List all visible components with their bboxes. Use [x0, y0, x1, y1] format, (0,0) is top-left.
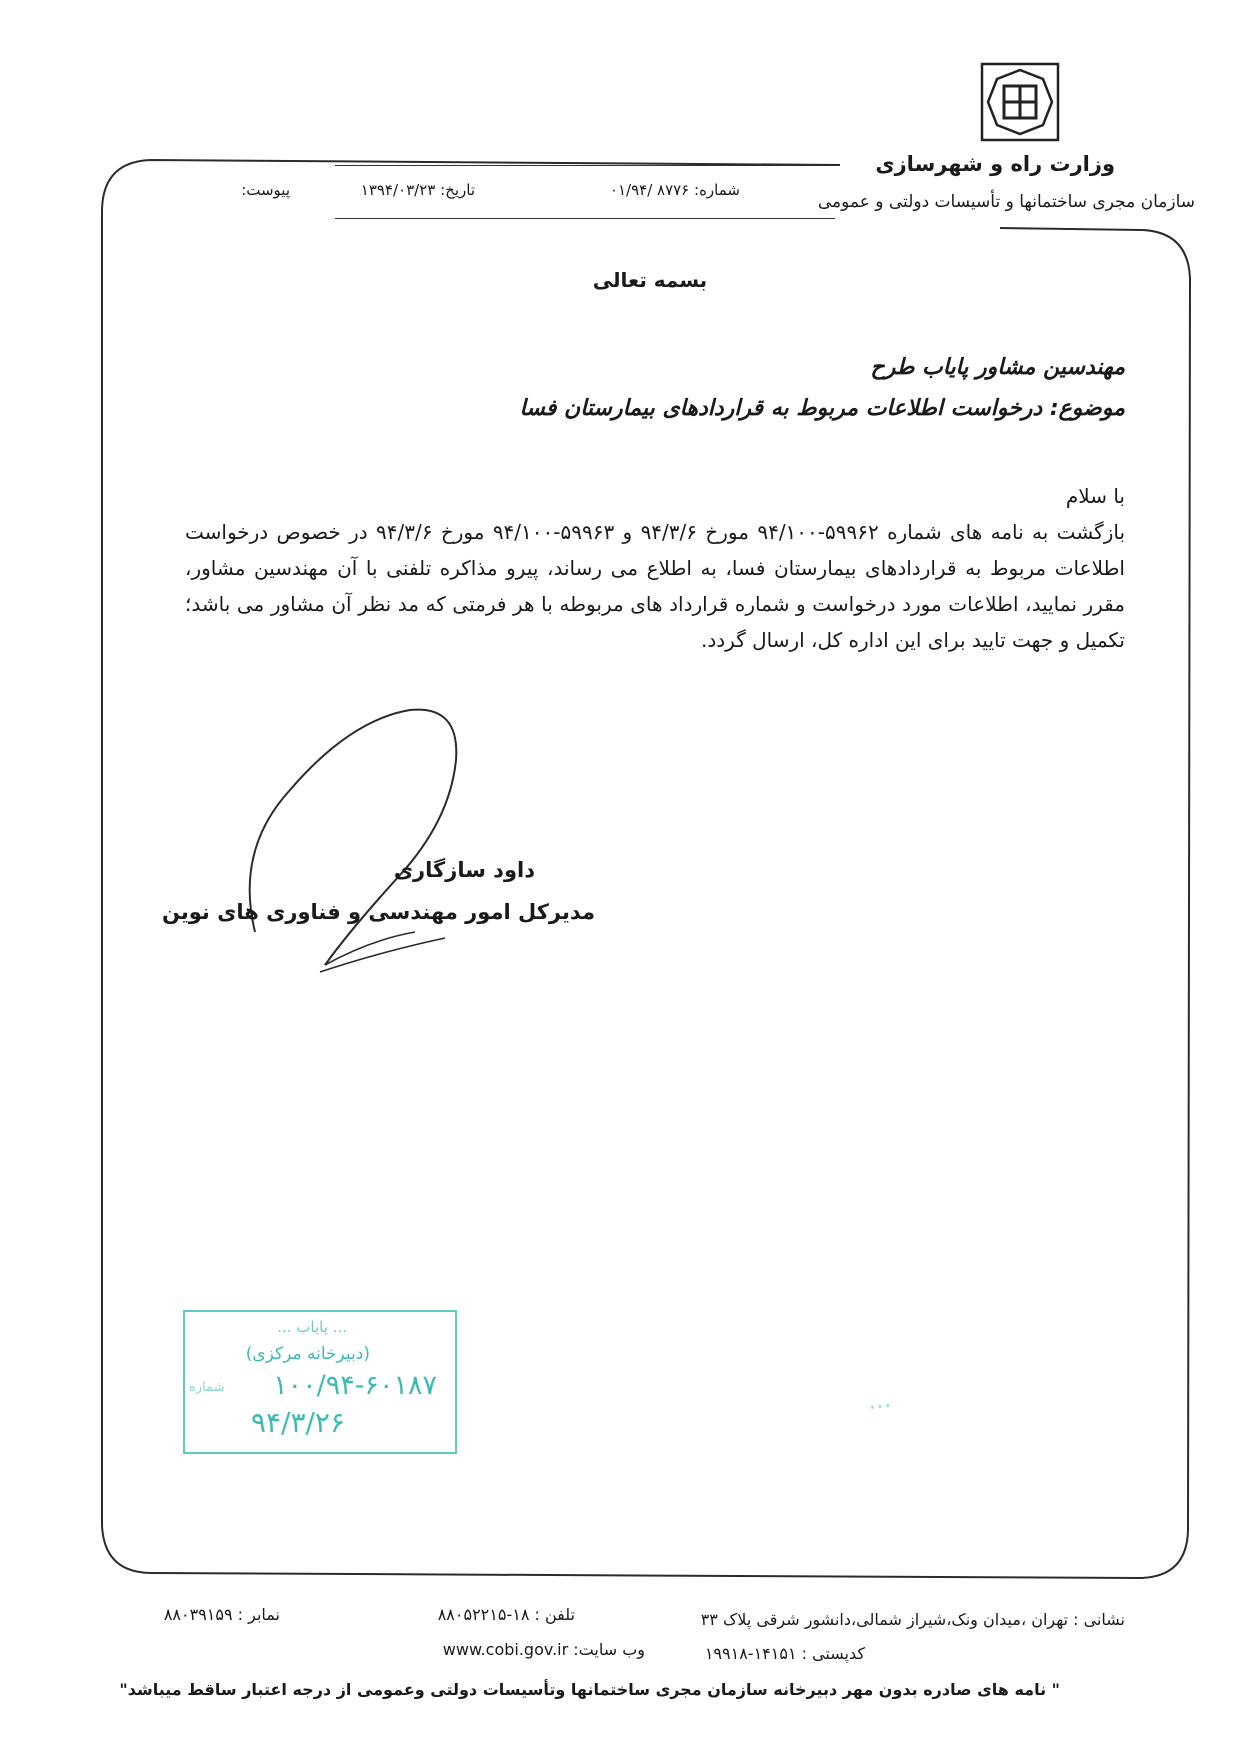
letter-date: تاریخ: ۱۳۹۴/۰۳/۲۳	[360, 181, 475, 199]
footer-website: وب سایت: www.cobi.gov.ir	[442, 1640, 645, 1659]
footer-phone: تلفن : ۱۸-۸۸۰۵۲۲۱۵	[437, 1605, 575, 1624]
receipt-stamp	[183, 1310, 457, 1454]
stamp-company: ... پایاب ...	[277, 1318, 347, 1336]
letter-body	[185, 478, 1125, 658]
body-paragraph: بازگشت به نامه های شماره ۵۹۹۶۲-۹۴/۱۰۰ مورخ ۹۴/۳/۶ و ۵۹۹۶۳-۹۴/۱۰۰ مورخ ۹۴/۳/۶ در خصوص درخواست اطلاعات مربوط به قراردادهای بیمارستان فسا، به اطلاع می رساند، پیرو مذاکره تلفنی با آن مهندسین مشاور، مقرر نمایید، اطلاعات مورد درخواست و شماره قرارداد های مربوطه با هر فرمتی که مد نظر آن مشاور می باشد؛ تکمیل و جهت تایید برای این اداره کل، ارسال گردد.	[185, 520, 1126, 652]
ministry-name: وزارت راه و شهرسازی	[875, 152, 1115, 176]
organization-name: سازمان مجری ساختمانها و تأسیسات دولتی و عمومی	[817, 192, 1195, 212]
footer-address: نشانی : تهران ،میدان ونک،شیراز شمالی،دانشور شرقی پلاک ۳۳	[700, 1610, 1125, 1629]
letter-number: شماره: ۸۷۷۶ /۰۱/۹۴	[609, 181, 740, 199]
stamp-secretariat: (دبیرخانه مرکزی)	[245, 1344, 370, 1364]
faint-handwriting: ...	[866, 1384, 893, 1416]
header-divider-bottom	[335, 218, 835, 219]
greeting: با سلام	[1065, 484, 1125, 508]
signatory-title: مدیرکل امور مهندسی و فناوری های نوین	[161, 900, 595, 924]
footer-validity-note: " نامه های صادره بدون مهر دبیرخانه سازمان مجری ساختمانها وتأسیسات دولتی وعمومی از درجه اعتبار ساقط میباشد"	[119, 1680, 1060, 1699]
header-divider-top	[335, 165, 835, 166]
letter-attachment: پیوست:	[241, 181, 290, 199]
recipient: مهندسین مشاور پایاب طرح	[870, 355, 1125, 380]
basmala: بسمه تعالی	[592, 268, 708, 292]
stamp-number: ۱۰۰/۹۴-۶۰۱۸۷	[273, 1370, 437, 1401]
stamp-date: ۹۴/۳/۲۶	[250, 1406, 345, 1439]
handwritten-signature	[230, 700, 530, 980]
signatory-name: داود سازگاری	[393, 858, 535, 882]
ministry-emblem-icon	[980, 62, 1060, 142]
footer-postal-code: کدپستی : ۱۴۱۵۱-۱۹۹۱۸	[704, 1644, 865, 1663]
stamp-number-label: شماره	[189, 1380, 225, 1395]
footer-fax: نمابر : ۸۸۰۳۹۱۵۹	[163, 1605, 280, 1624]
subject-line: موضوع: درخواست اطلاعات مربوط به قراردادهای بیمارستان فسا	[519, 396, 1125, 421]
